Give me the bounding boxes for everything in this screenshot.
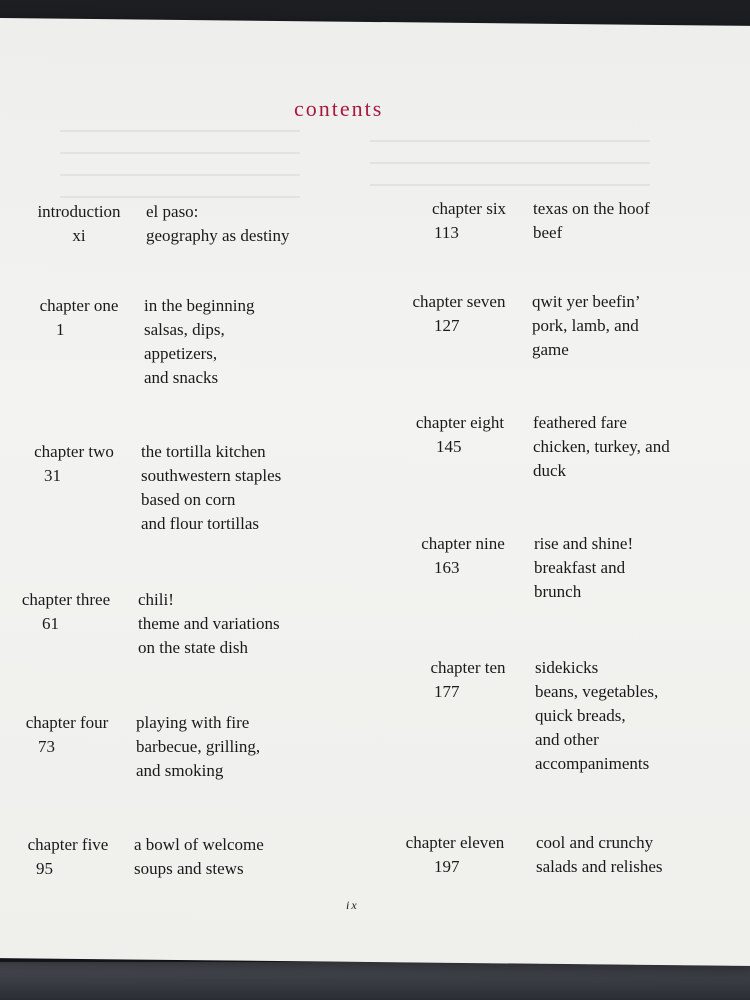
chapter-title: texas on the hoof (533, 199, 650, 218)
chapter-subtitle: based on corn (141, 490, 236, 509)
chapter-page-number: 127 (434, 316, 460, 335)
chapter-page-number: 31 (44, 466, 61, 485)
chapter-subtitle: brunch (534, 582, 582, 601)
chapter-title: a bowl of welcome (134, 835, 264, 854)
chapter-name: chapter eight (415, 413, 505, 432)
chapter-description (534, 532, 633, 604)
chapter-description (535, 656, 658, 776)
chapter-description (536, 831, 663, 879)
page-number-folio: ix (346, 898, 359, 912)
chapter-name: chapter eleven (405, 833, 505, 852)
chapter-subtitle: salsas, dips, (144, 320, 225, 339)
chapter-label (10, 588, 122, 636)
chapter-label (26, 294, 132, 342)
chapter-name: chapter seven (412, 292, 506, 311)
chapter-title: playing with fire (136, 713, 250, 732)
chapter-name: chapter three (21, 590, 111, 609)
chapter-title: cool and crunchy (536, 833, 654, 852)
chapter-subtitle: southwestern staples (141, 466, 282, 485)
chapter-page-number: 73 (38, 737, 55, 756)
chapter-description (532, 290, 641, 362)
chapter-title: feathered fare (533, 413, 627, 432)
chapter-page-number: 177 (434, 682, 460, 701)
page-title: contents (294, 96, 384, 121)
chapter-page-number: 95 (36, 859, 53, 878)
show-through-shadow (60, 130, 300, 210)
chapter-description (141, 440, 281, 536)
chapter-label (420, 656, 516, 704)
chapter-label (20, 440, 128, 488)
chapter-title: chili! (138, 590, 174, 609)
chapter-title: qwit yer beefin’ (532, 292, 641, 311)
desk-background (0, 962, 750, 1000)
chapter-description (134, 833, 264, 881)
chapter-page-number: 197 (434, 857, 460, 876)
chapter-subtitle: accompaniments (535, 754, 650, 773)
chapter-label (14, 711, 120, 759)
chapter-title: in the beginning (144, 296, 255, 315)
chapter-subtitle: and flour tortillas (141, 514, 260, 533)
chapter-subtitle: breakfast and (534, 558, 626, 577)
chapter-title: el paso: (146, 202, 199, 221)
chapter-subtitle: chicken, turkey, and (533, 437, 670, 456)
chapter-label (410, 532, 516, 580)
chapter-subtitle: beef (533, 223, 563, 242)
chapter-subtitle: and other (535, 730, 599, 749)
chapter-subtitle: salads and relishes (536, 857, 663, 876)
chapter-label (402, 290, 516, 338)
chapter-name: chapter five (27, 835, 109, 854)
chapter-subtitle: on the state dish (138, 638, 249, 657)
chapter-title: the tortilla kitchen (141, 442, 266, 461)
chapter-subtitle: theme and variations (138, 614, 280, 633)
chapter-page-number: xi (72, 226, 86, 245)
chapter-subtitle: appetizers, (144, 344, 218, 363)
chapter-subtitle: soups and stews (134, 859, 244, 878)
chapter-name: introduction (37, 202, 121, 221)
chapter-name: chapter four (25, 713, 109, 732)
chapter-description (146, 200, 290, 248)
chapter-subtitle: geography as destiny (146, 226, 290, 245)
chapter-name: chapter nine (421, 534, 505, 553)
chapter-label (422, 197, 516, 245)
chapter-subtitle: quick breads, (535, 706, 626, 725)
chapter-name: chapter six (431, 199, 507, 218)
chapter-description (144, 294, 254, 390)
show-through-shadow (370, 140, 650, 200)
chapter-subtitle: and smoking (136, 761, 224, 780)
chapter-name: chapter one (39, 296, 119, 315)
chapter-subtitle: pork, lamb, and (532, 316, 639, 335)
chapter-name: chapter two (34, 442, 114, 461)
chapter-subtitle: and snacks (144, 368, 219, 387)
chapter-label (405, 411, 515, 459)
chapter-page-number: 1 (56, 320, 65, 339)
chapter-page-number: 145 (436, 437, 462, 456)
chapter-name: chapter ten (430, 658, 506, 677)
chapter-subtitle: duck (533, 461, 567, 480)
chapter-label (394, 831, 516, 879)
chapter-subtitle: game (532, 340, 569, 359)
chapter-page-number: 113 (434, 223, 459, 242)
chapter-subtitle: barbecue, grilling, (136, 737, 261, 756)
chapter-title: rise and shine! (534, 534, 634, 553)
chapter-description (136, 711, 260, 783)
chapter-label (16, 833, 120, 881)
chapter-description (533, 197, 650, 245)
chapter-title: sidekicks (535, 658, 599, 677)
chapter-page-number: 61 (42, 614, 59, 633)
chapter-description (533, 411, 670, 483)
chapter-subtitle: beans, vegetables, (535, 682, 659, 701)
chapter-page-number: 163 (434, 558, 460, 577)
chapter-description (138, 588, 280, 660)
chapter-label (26, 200, 132, 248)
